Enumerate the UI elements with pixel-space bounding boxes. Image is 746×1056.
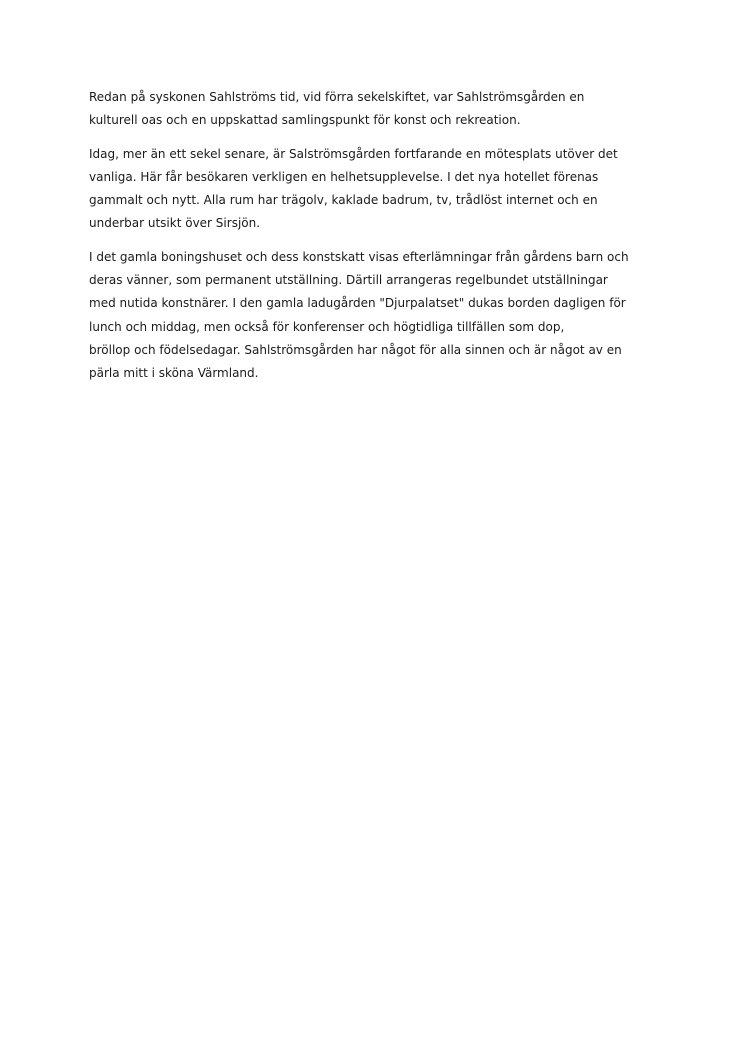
text-line: deras vänner, som permanent utställning. Därtill arrangeras regelbundet utställningar xyxy=(89,273,608,288)
text-line: vanliga. Här får besökaren verkligen en helhetsupplevelse. I det nya hotellet förenas xyxy=(89,169,599,184)
paragraph-1 xyxy=(89,86,669,133)
text-line: kulturell oas och en uppskattad samlingspunkt för konst och rekreation. xyxy=(89,113,521,128)
text-line: med nutida konstnärer. I den gamla ladugården "Djurpalatset" dukas borden dagligen för xyxy=(89,296,626,311)
text-line: Redan på syskonen Sahlströms tid, vid förra sekelskiftet, var Sahlströmsgården en xyxy=(89,90,585,104)
document-body xyxy=(89,86,669,396)
text-line: pärla mitt i sköna Värmland. xyxy=(89,366,259,381)
text-line: underbar utsikt över Sirsjön. xyxy=(89,216,261,231)
text-line: bröllop och födelsedagar. Sahlströmsgården har något för alla sinnen och är något av en xyxy=(89,342,622,357)
text-line: Idag, mer än ett sekel senare, är Salströmsgården fortfarande en mötesplats utöver det xyxy=(89,146,618,161)
paragraph-3 xyxy=(89,246,669,386)
paragraph-2 xyxy=(89,143,669,236)
text-line: I det gamla boningshuset och dess konstskatt visas efterlämningar från gårdens barn och xyxy=(89,249,629,264)
text-line: lunch och middag, men också för konferenser och högtidliga tillfällen som dop, xyxy=(89,319,565,334)
text-line: gammalt och nytt. Alla rum har trägolv, kaklade badrum, tv, trådlöst internet och en xyxy=(89,193,598,208)
